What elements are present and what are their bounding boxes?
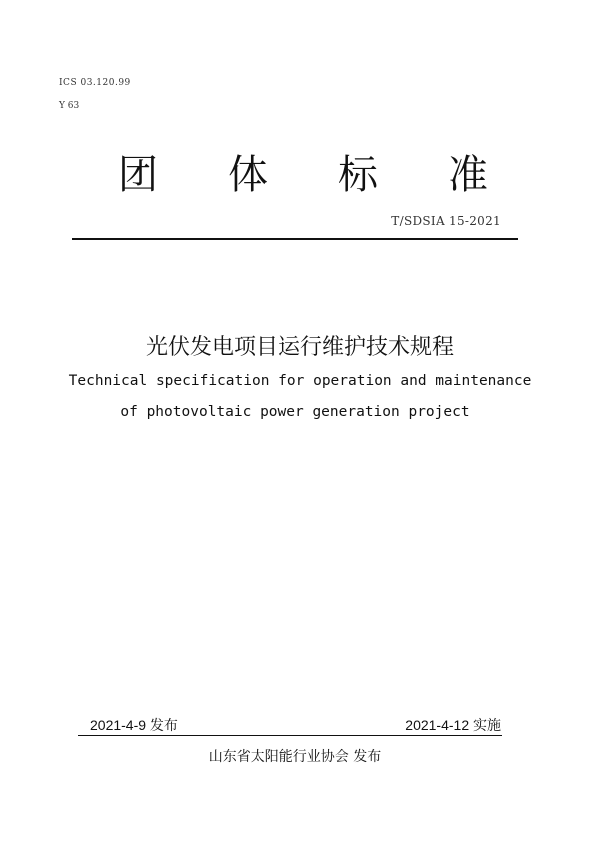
standard-type-title [118, 150, 488, 200]
ccs-code: Y 63 [59, 101, 80, 111]
footer-divider [78, 735, 502, 736]
title-char-1: 团 [118, 152, 158, 198]
ics-code: ICS 03.120.99 [59, 78, 131, 88]
issue-date: 2021-4-9 发布 [90, 717, 178, 733]
title-char-4: 准 [448, 152, 488, 198]
title-char-2: 体 [228, 152, 268, 198]
publisher: 山东省太阳能行业协会 发布 [208, 749, 382, 765]
standard-number: T/SDSIA 15-2021 [391, 214, 501, 228]
header-divider [72, 238, 518, 240]
implementation-date: 2021-4-12 实施 [405, 717, 501, 733]
document-title-english-line-1: Technical specification for operation and maintenance [68, 373, 532, 389]
document-title-english-line-2: of photovoltaic power generation project [120, 404, 470, 420]
document-title-chinese: 光伏发电项目运行维护技术规程 [145, 335, 454, 360]
title-char-3: 标 [338, 152, 378, 198]
